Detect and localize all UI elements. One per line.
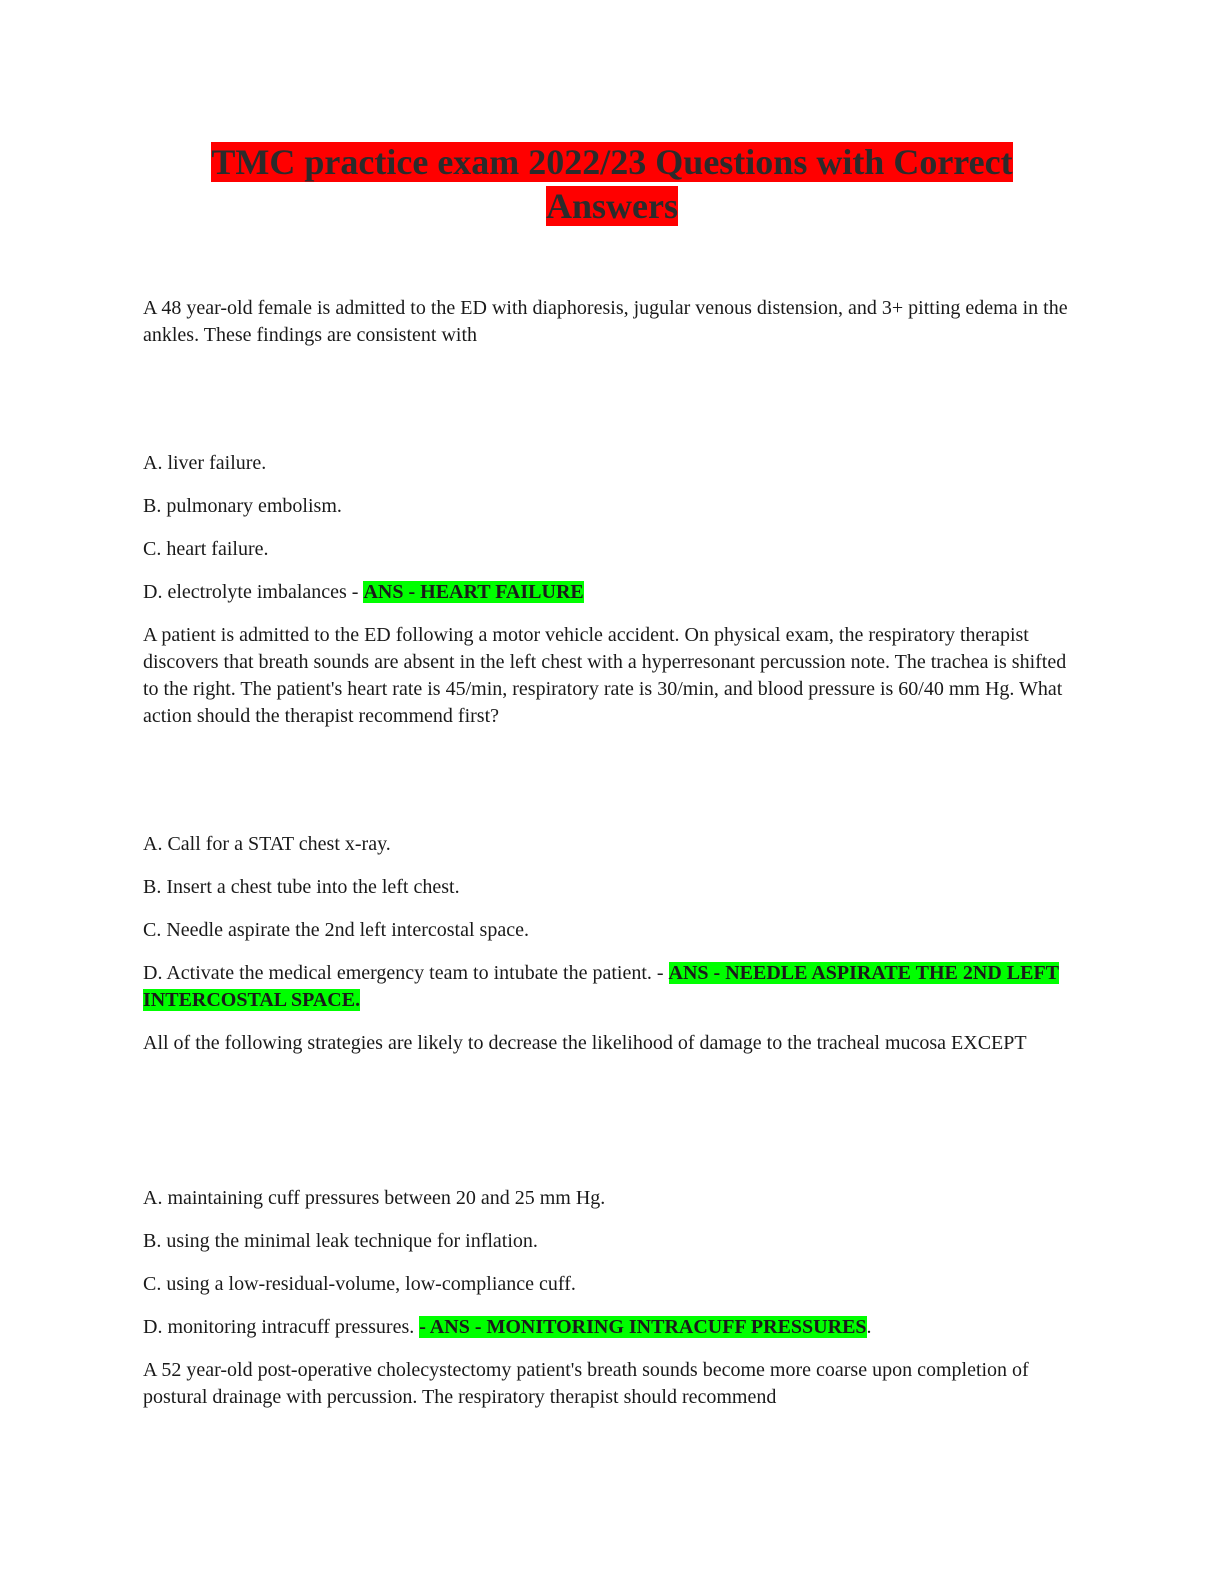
question-2-option-d-text: D. Activate the medical emergency team to intubate the patient. - xyxy=(143,962,669,984)
question-1-option-c: C. heart failure. xyxy=(143,538,269,560)
question-2-option-a: A. Call for a STAT chest x-ray. xyxy=(143,833,391,855)
question-1-option-b: B. pulmonary embolism. xyxy=(143,495,342,517)
question-3-option-a: A. maintaining cuff pressures between 20 and 25 mm Hg. xyxy=(143,1187,606,1209)
question-3-option-b: B. using the minimal leak technique for inflation. xyxy=(143,1230,538,1252)
question-3-answer-suffix: . xyxy=(866,1316,872,1338)
question-1-option-a: A. liver failure. xyxy=(143,452,267,474)
question-2-stem: A patient is admitted to the ED following a motor vehicle accident. On physical exam, the respiratory therapist discovers that breath sounds are absent in the left chest with a hyperresonant percussion note. The trachea is shifted to the right. The patient's heart rate is 45/min, respiratory rate is 30/min, and blood pressure is 60/40 mm Hg. What action should the therapist recommend first? xyxy=(143,624,1067,727)
document-title xyxy=(150,140,1074,228)
question-3-option-d xyxy=(143,1314,1083,1341)
title-line-2: Answers xyxy=(546,186,678,226)
question-1-stem: A 48 year-old female is admitted to the ED with diaphoresis, jugular venous distension, and 3+ pitting edema in the ankles. These findings are consistent with xyxy=(143,297,1068,346)
question-3-option-c: C. using a low-residual-volume, low-compliance cuff. xyxy=(143,1273,576,1295)
question-3-stem: All of the following strategies are likely to decrease the likelihood of damage to the tracheal mucosa EXCEPT xyxy=(143,1032,1027,1054)
question-2-answer: ANS - NEEDLE ASPIRATE THE 2ND LEFT INTERCOSTAL SPACE. xyxy=(143,962,1060,1011)
question-3-option-d-text: D. monitoring intracuff pressures. xyxy=(143,1316,420,1338)
question-2-option-b: B. Insert a chest tube into the left chest. xyxy=(143,876,460,898)
question-1-option-d-text: D. electrolyte imbalances - xyxy=(143,581,364,603)
title-line-1: TMC practice exam 2022/23 Questions with Correct xyxy=(211,142,1013,182)
question-1-answer: ANS - HEART FAILURE xyxy=(363,581,584,603)
question-1-option-d xyxy=(143,579,1083,606)
question-3-answer: - ANS - MONITORING INTRACUFF PRESSURES xyxy=(419,1316,867,1338)
question-2-option-d xyxy=(143,960,1083,1014)
question-4-stem: A 52 year-old post-operative cholecystectomy patient's breath sounds become more coarse upon completion of postural drainage with percussion. The respiratory therapist should recommend xyxy=(143,1359,1029,1408)
question-2-option-c: C. Needle aspirate the 2nd left intercostal space. xyxy=(143,919,529,941)
